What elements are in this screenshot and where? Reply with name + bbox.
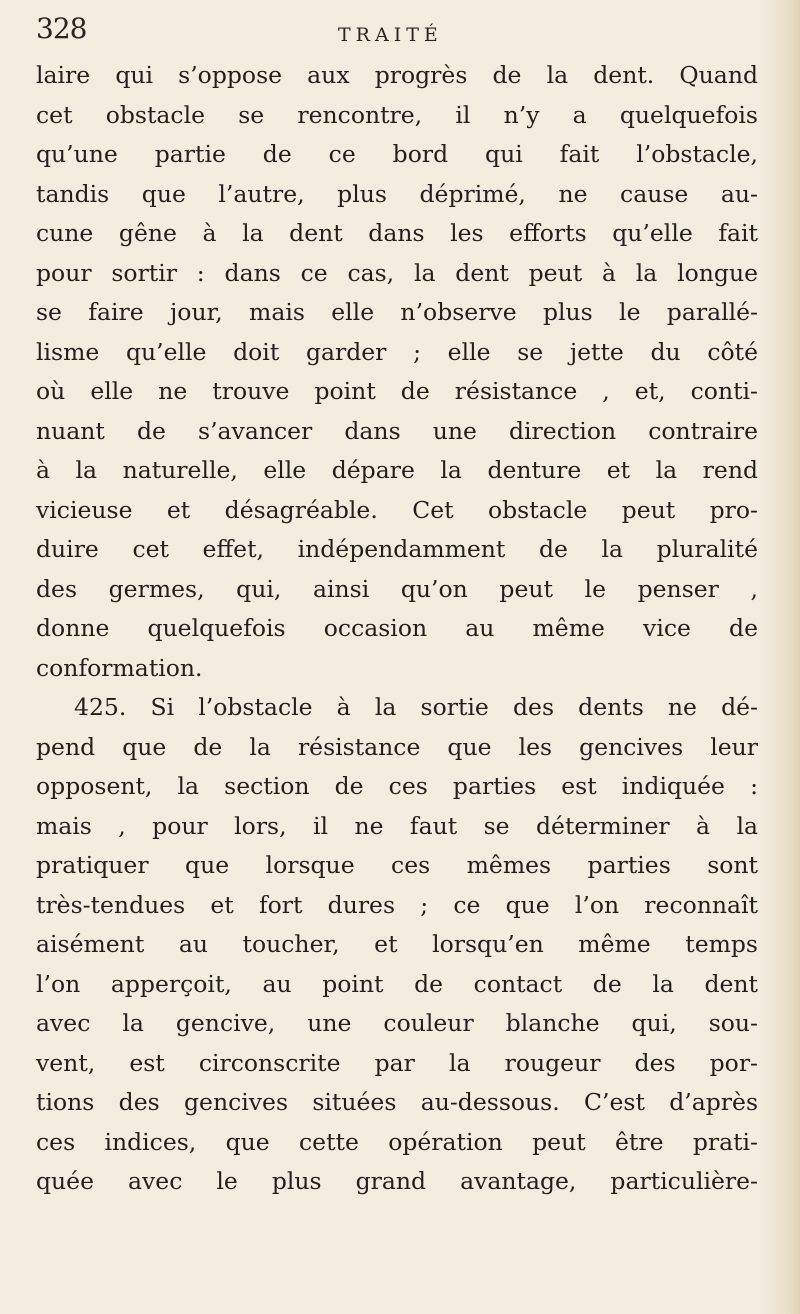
text-line: ces indices, que cette opération peut être prati-	[36, 1127, 758, 1156]
text-line: se faire jour, mais elle n’observe plus le parallé-	[36, 298, 758, 326]
text-line: laire qui s’oppose aux progrès de la dent. Quand	[36, 61, 758, 89]
text-line: très-tendues et fort dures ; ce que l’on reconnaît	[36, 890, 758, 919]
text-line: pend que de la résistance que les gencives leur	[36, 732, 758, 761]
text-line: conformation.	[36, 653, 203, 682]
text-line: nuant de s’avancer dans une direction contraire	[36, 416, 758, 445]
text-line: pour sortir : dans ce cas, la dent peut à la longue	[36, 258, 758, 287]
text-line: l’on apperçoit, au point de contact de la dent	[36, 969, 758, 998]
text-line: cune gêne à la dent dans les efforts qu’elle fait	[36, 219, 758, 247]
text-line: tandis que l’autre, plus déprimé, ne cause au-	[36, 179, 758, 208]
page-header	[36, 12, 496, 48]
text-line: cet obstacle se rencontre, il n’y a quelquefois	[36, 100, 758, 129]
page-number: 328	[36, 12, 87, 45]
text-line: duire cet effet, indépendamment de la pluralité	[36, 535, 758, 563]
text-line: opposent, la section de ces parties est indiquée :	[36, 772, 758, 800]
text-line: pratiquer que lorsque ces mêmes parties sont	[36, 851, 758, 879]
text-line: avec la gencive, une couleur blanche qui, sou-	[36, 1009, 758, 1037]
text-line: où elle ne trouve point de résistance , et, conti-	[36, 377, 758, 405]
text-line: vent, est circonscrite par la rougeur des por-	[36, 1048, 758, 1077]
text-line: mais , pour lors, il ne faut se déterminer à la	[36, 811, 758, 840]
text-line: quée avec le plus grand avantage, particulière-	[36, 1167, 758, 1195]
body-text	[36, 56, 758, 1202]
text-line: des germes, qui, ainsi qu’on peut le penser ,	[36, 574, 758, 603]
text-line: aisément au toucher, et lorsqu’en même temps	[36, 930, 758, 958]
text-line: vicieuse et désagréable. Cet obstacle peut pro-	[36, 495, 758, 524]
text-line: à la naturelle, elle dépare la denture et la rend	[36, 456, 758, 484]
text-line: tions des gencives situées au-dessous. C’est d’après	[36, 1088, 758, 1116]
paragraph-start-line: 425. Si l’obstacle à la sortie des dents ne dé-	[74, 693, 758, 721]
text-line: lisme qu’elle doit garder ; elle se jette du côté	[36, 337, 758, 366]
running-head: TRAITÉ	[338, 24, 443, 46]
text-line: qu’une partie de ce bord qui fait l’obstacle,	[36, 140, 758, 168]
text-line: donne quelquefois occasion au même vice de	[36, 614, 758, 642]
